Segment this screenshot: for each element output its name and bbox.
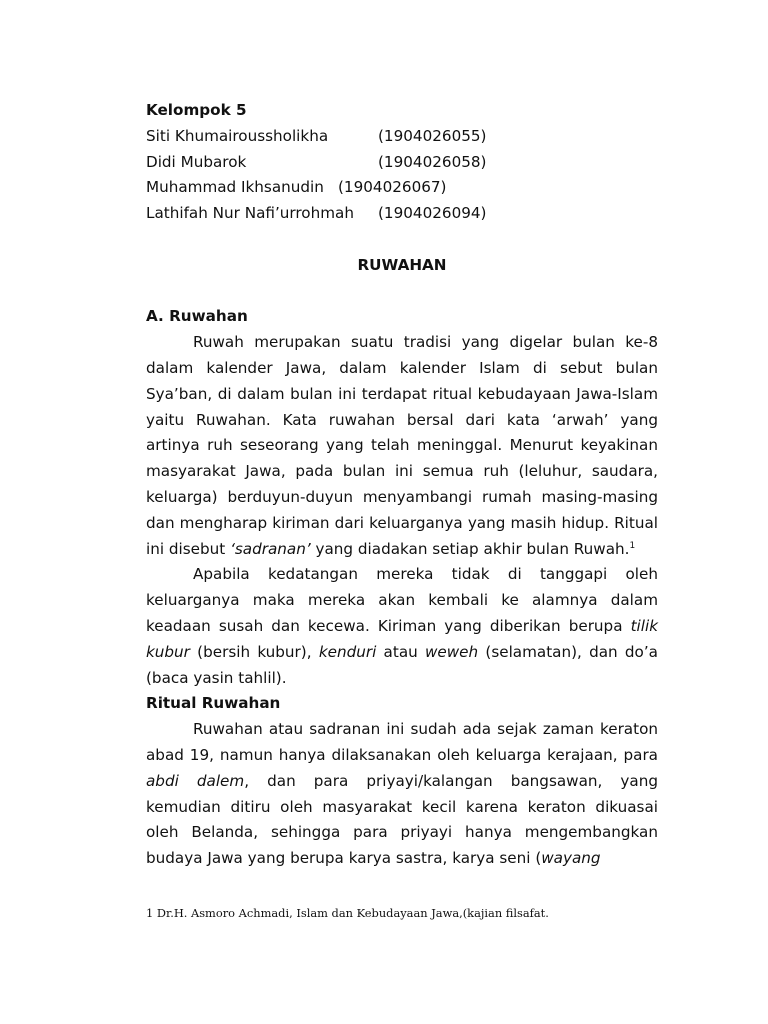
paragraph-text: Ruwahan atau sadranan ini sudah ada sejak zaman keraton abad 19, namun hanya dilaksanakan oleh keluarga kerajaan, para: [146, 720, 658, 764]
footnote: 1 Dr.H. Asmoro Achmadi, Islam dan Kebudayaan Jawa,(kajian filsafat.: [146, 906, 549, 920]
member-name: Lathifah Nur Nafi’urrohmah: [146, 204, 354, 223]
document-title: RUWAHAN: [357, 255, 447, 274]
member-name: Muhammad Ikhsanudin: [146, 178, 324, 197]
subheading-ritual-ruwahan: Ritual Ruwahan: [146, 694, 281, 713]
member-row: [146, 175, 658, 201]
paragraph-ruwah-intro: [146, 330, 658, 562]
member-row: [146, 124, 658, 150]
member-name: Siti Khumairoussholikha: [146, 126, 329, 145]
footnote-reference[interactable]: 1: [629, 540, 636, 551]
italic-term: wayang: [541, 849, 601, 868]
member-row: [146, 201, 658, 227]
italic-term: weweh: [425, 642, 479, 661]
paragraph-text: yang diadakan setiap akhir bulan Ruwah.: [310, 539, 630, 558]
paragraph-ritual-history: [146, 717, 658, 872]
paragraph-text: Ruwah merupakan suatu tradisi yang digelar bulan ke-8 dalam kalender Jawa, dalam kalender Islam di sebut bulan Sya’ban, di dalam bulan ini terdapat ritual kebudayaan Jawa-Islam yaitu Ruwahan. Kata ruwahan bersal dari kata ‘arwah’ yang artinya ruh seseorang yang telah meninggal. Menurut keyakinan masyarakat Jawa, pada bulan ini semua ruh (leluhur, saudara, keluarga) berduyun-duyun menyambangi rumah masing-masing dan mengharap kiriman dari keluarganya yang masih hidup. Ritual ini disebut: [146, 333, 658, 558]
paragraph-text: atau: [376, 642, 425, 661]
member-row: [146, 150, 658, 176]
member-nim: (1904026055): [378, 126, 487, 145]
italic-term: abdi dalem: [146, 771, 245, 790]
member-nim: (1904026067): [338, 178, 447, 197]
paragraph-text: Apabila kedatangan mereka tidak di tanggapi oleh keluarganya maka mereka akan kembali ke alamnya dalam keadaan susah dan kecewa. Kiriman yang diberikan berupa: [146, 565, 658, 635]
document-page: [146, 98, 658, 872]
paragraph-text: (selamatan), dan do’a (baca yasin tahlil).: [146, 642, 658, 687]
member-nim: (1904026094): [378, 204, 487, 223]
italic-term: kenduri: [318, 642, 377, 661]
member-nim: (1904026058): [378, 152, 487, 171]
italic-term: tilik kubur: [146, 616, 658, 661]
member-name: Didi Mubarok: [146, 152, 247, 171]
section-heading-ruwahan: A. Ruwahan: [146, 307, 248, 326]
group-title: Kelompok 5: [146, 101, 247, 119]
italic-term: ‘sadranan’: [230, 539, 311, 558]
paragraph-text: , dan para priyayi/kalangan bangsawan, yang kemudian ditiru oleh masyarakat kecil karena keraton dikuasai oleh Belanda, sehingga para priyayi hanya mengembangkan budaya Jawa yang berupa karya sastra, karya seni (: [146, 771, 658, 868]
paragraph-kiriman: [146, 562, 658, 691]
paragraph-text: (bersih kubur),: [189, 642, 319, 661]
